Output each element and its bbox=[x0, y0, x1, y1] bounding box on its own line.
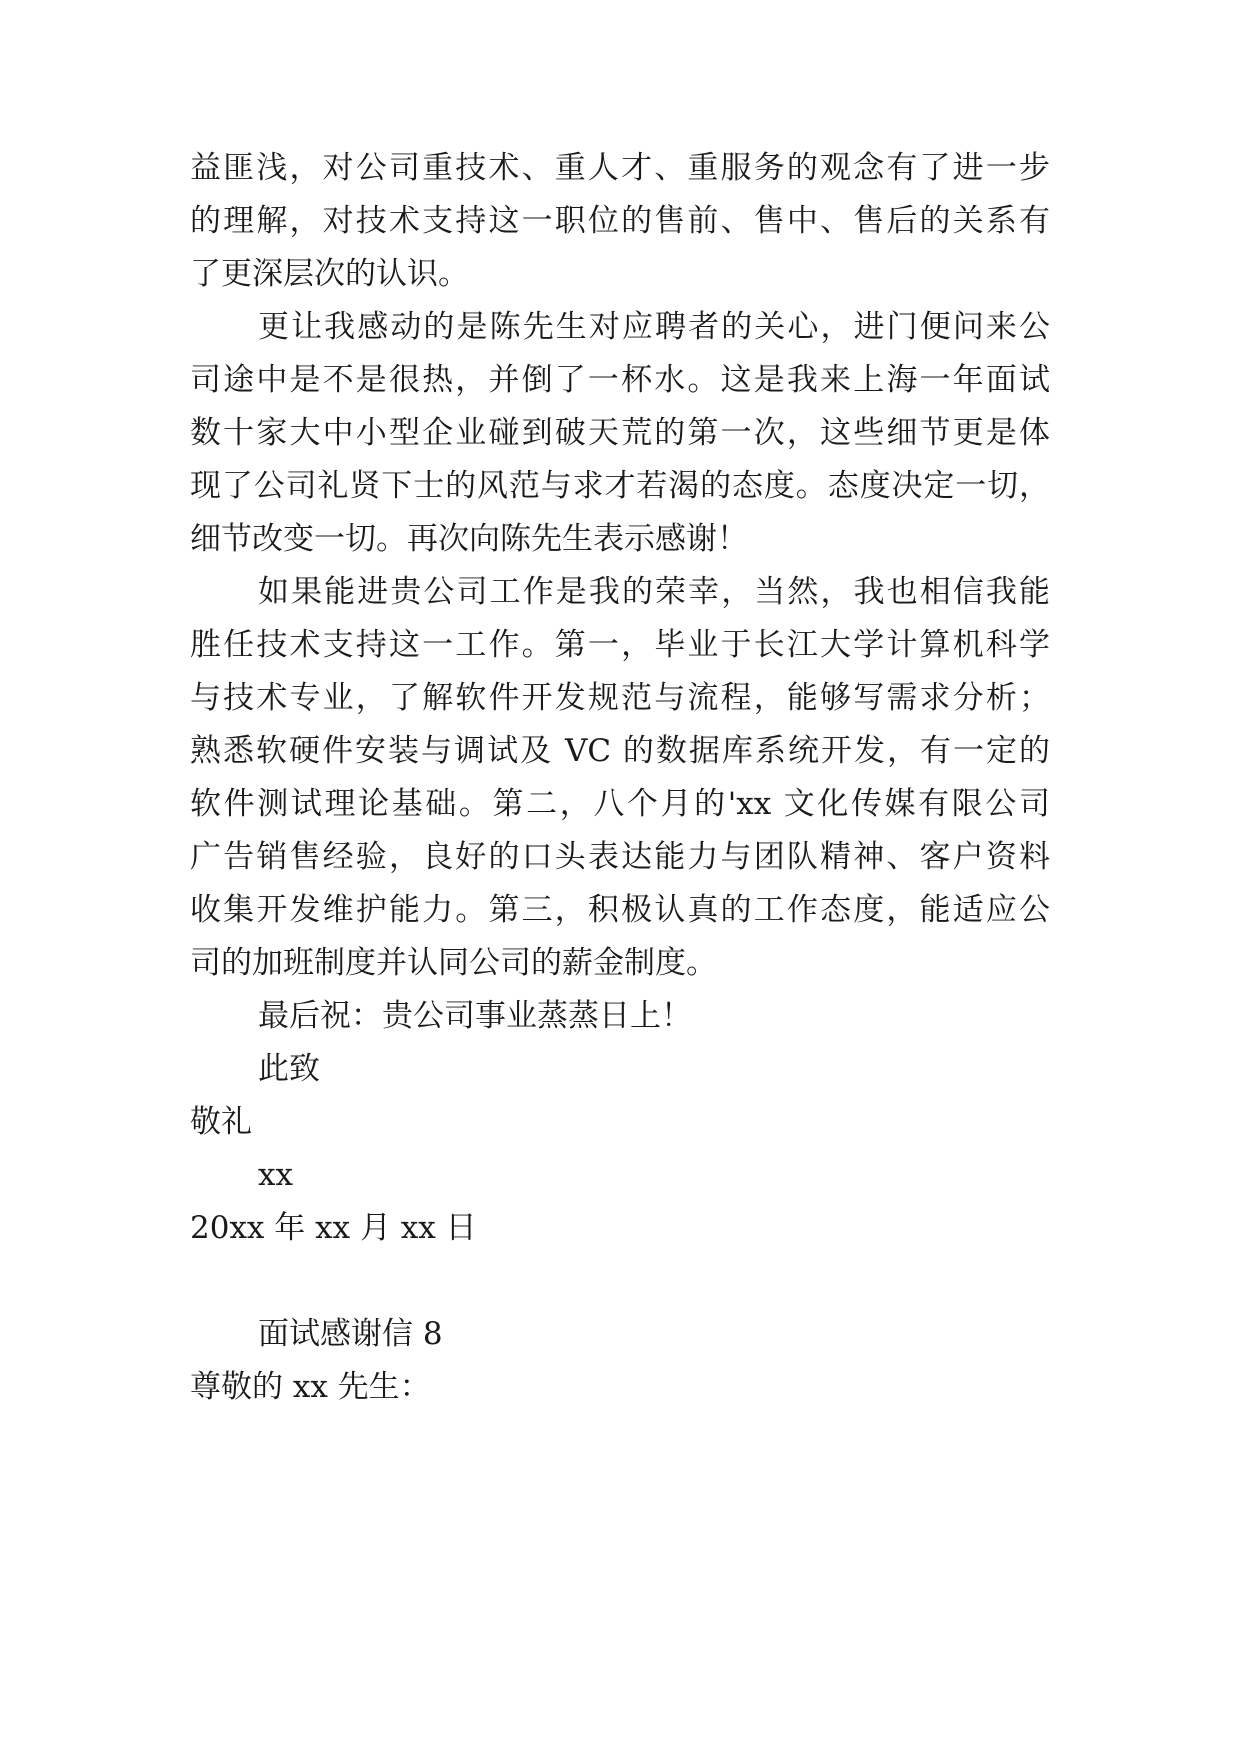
paragraph-1-line-3: 了更深层次的认识。 bbox=[190, 256, 469, 292]
paragraph-3-line-8: 司的加班制度并认同公司的薪金制度。 bbox=[190, 945, 717, 981]
paragraph-3-line-6: 广告销售经验，良好的口头表达能力与团队精神、客户资料 bbox=[190, 839, 1050, 875]
closing-wish: 最后祝：贵公司事业蒸蒸日上！ bbox=[258, 998, 692, 1034]
paragraph-3-line-7: 收集开发维护能力。第三，积极认真的工作态度，能适应公 bbox=[190, 892, 1050, 928]
paragraph-1-line-2: 的理解，对技术支持这一职位的售前、售中、售后的关系有 bbox=[190, 203, 1050, 239]
paragraph-1-line-1: 益匪浅，对公司重技术、重人才、重服务的观念有了进一步 bbox=[190, 150, 1050, 186]
paragraph-2-line-2: 司途中是不是很热，并倒了一杯水。这是我来上海一年面试 bbox=[190, 362, 1050, 398]
letter-date: 20xx 年 xx 月 xx 日 bbox=[190, 1210, 477, 1246]
paragraph-3-line-3: 与技术专业，了解软件开发规范与流程，能够写需求分析； bbox=[190, 680, 1050, 716]
closing-cizhi: 此致 bbox=[258, 1051, 320, 1087]
paragraph-2-line-1: 更让我感动的是陈先生对应聘者的关心，进门便问来公 bbox=[258, 309, 1050, 345]
paragraph-3-line-5: 软件测试理论基础。第二，八个月的'xx 文化传媒有限公司 bbox=[190, 786, 1050, 822]
paragraph-2-line-3: 数十家大中小型企业碰到破天荒的第一次，这些细节更是体 bbox=[190, 415, 1050, 451]
closing-jingli: 敬礼 bbox=[190, 1104, 252, 1140]
next-letter-salutation: 尊敬的 xx 先生： bbox=[190, 1369, 431, 1405]
paragraph-3-line-1: 如果能进贵公司工作是我的荣幸，当然，我也相信我能 bbox=[258, 574, 1050, 610]
next-letter-title: 面试感谢信 8 bbox=[258, 1316, 443, 1352]
paragraph-3-line-2: 胜任技术支持这一工作。第一，毕业于长江大学计算机科学 bbox=[190, 627, 1050, 663]
paragraph-3-line-4: 熟悉软硬件安装与调试及 VC 的数据库系统开发，有一定的 bbox=[190, 733, 1050, 769]
signature: xx bbox=[258, 1157, 293, 1193]
paragraph-2-line-4: 现了公司礼贤下士的风范与求才若渴的态度。态度决定一切， bbox=[190, 468, 1050, 504]
paragraph-2-line-5: 细节改变一切。再次向陈先生表示感谢！ bbox=[190, 521, 748, 557]
